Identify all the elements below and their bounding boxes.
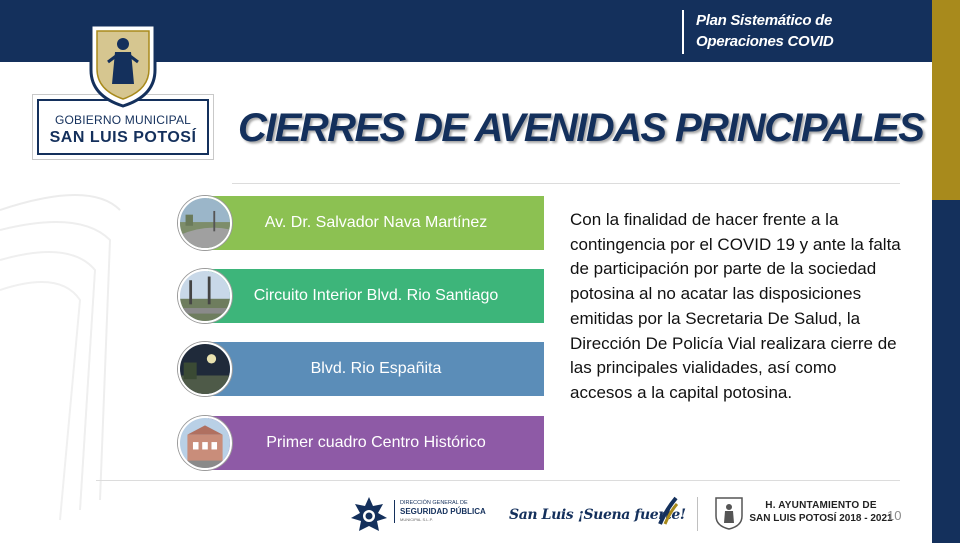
city-flag-icon (658, 496, 678, 526)
road-photo-boulevard (178, 342, 232, 396)
decorative-curves (0, 170, 150, 530)
page-number: 10 (887, 508, 902, 523)
ayto-line2: SAN LUIS POTOSÍ 2018 - 2021 (749, 513, 893, 524)
road-item-label: Av. Dr. Salvador Nava Martínez (208, 196, 544, 250)
plan-title-line1: Plan Sistemático de (696, 12, 833, 29)
plan-title (682, 10, 882, 54)
description-text: Con la finalidad de hacer frente a la contingencia por el COVID 19 y ante la falta de participación por parte de la sociedad potosina al no acatar las disposiciones emitidas por la Secretaria De Salud, la Dirección De Policía Vial realizara cierre de las principales vialidades, así como accesos a la capital potosina. (570, 210, 901, 402)
road-photo-avenue (178, 196, 232, 250)
plan-title-line2: Operaciones COVID (696, 33, 834, 50)
police-badge-icon (350, 496, 388, 534)
dgsp-line1: DIRECCIÓN GENERAL DE (400, 500, 468, 506)
footer-divider (96, 480, 900, 481)
title-divider (232, 183, 900, 184)
right-stripe (932, 0, 960, 543)
ayto-line1: H. AYUNTAMIENTO DE (765, 500, 877, 511)
footer-separator (697, 497, 698, 531)
logo-line2: SAN LUIS POTOSÍ (49, 128, 197, 146)
dgsp-line2: SEGURIDAD PÚBLICA (400, 507, 486, 516)
city-slogan: San Luis ¡Suena fuerte! (509, 507, 686, 523)
road-item-label: Circuito Interior Blvd. Rio Santiago (208, 269, 544, 323)
logo-line1: GOBIERNO MUNICIPAL (54, 112, 192, 127)
road-photo-circuit (178, 269, 232, 323)
ayuntamiento-logo (746, 500, 896, 526)
road-photo-historic-center (178, 416, 232, 470)
gold-accent (932, 0, 960, 200)
road-item-label: Primer cuadro Centro Histórico (208, 416, 544, 470)
dgsp-logo (394, 500, 494, 523)
dgsp-line3: MUNICIPAL S.L.P. (400, 517, 433, 522)
page-title: CIERRES DE AVENIDAS PRINCIPALES (238, 106, 924, 150)
city-crest-icon (714, 496, 744, 530)
coat-of-arms-icon (88, 22, 158, 108)
road-item-label: Blvd. Rio Españita (208, 342, 544, 396)
